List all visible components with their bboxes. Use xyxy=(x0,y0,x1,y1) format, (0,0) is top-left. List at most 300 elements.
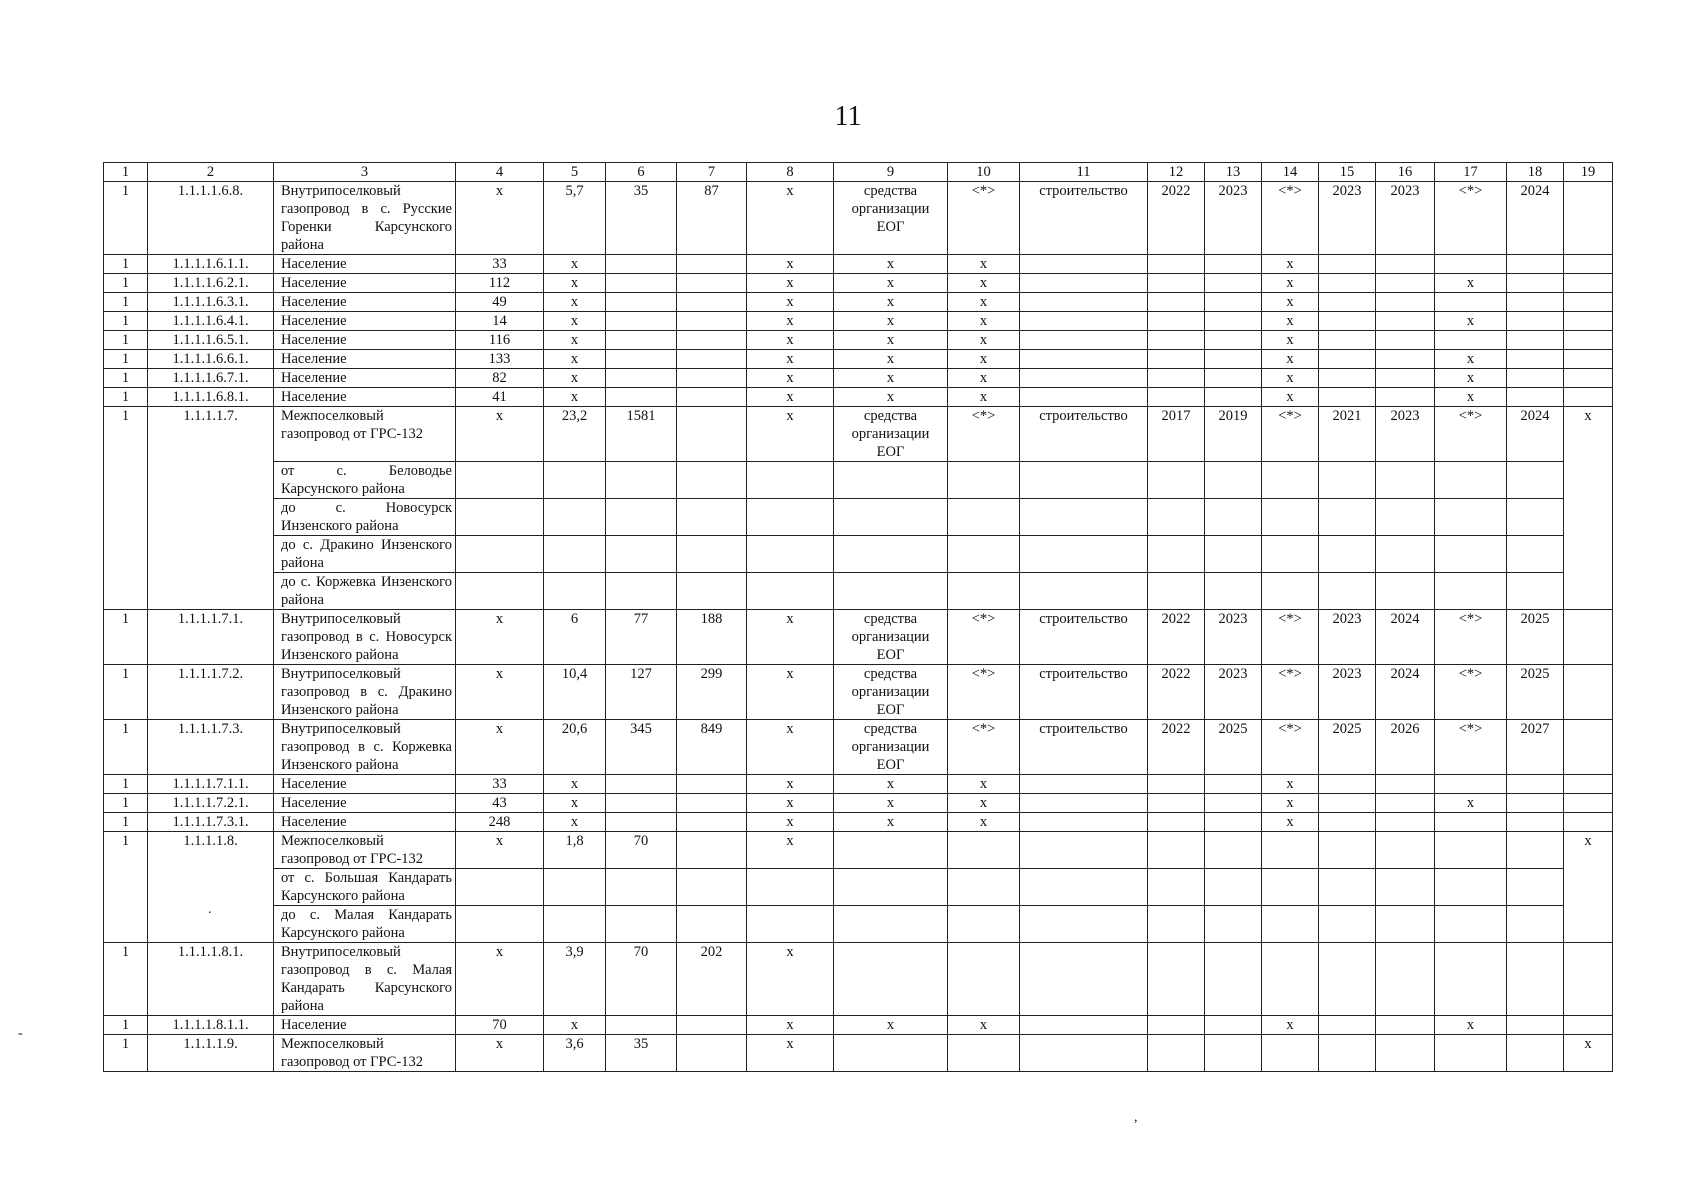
cell-col10: x xyxy=(948,312,1020,331)
cell-col7 xyxy=(677,832,747,869)
cell-col17 xyxy=(1435,293,1507,312)
cell-col6 xyxy=(606,331,677,350)
cell-col14 xyxy=(1262,943,1319,1016)
cell-col6 xyxy=(606,813,677,832)
header-cell: 11 xyxy=(1020,163,1148,182)
header-cell: 17 xyxy=(1435,163,1507,182)
cell-col12 xyxy=(1148,274,1205,293)
cell-col9: x xyxy=(834,255,948,274)
table-row xyxy=(104,610,1613,665)
cell-col5: x xyxy=(544,312,606,331)
cell-col13 xyxy=(1205,312,1262,331)
cell-col8: x xyxy=(747,794,834,813)
cell-col10: x xyxy=(948,369,1020,388)
cell-col7 xyxy=(677,331,747,350)
cell-col1: 1 xyxy=(104,794,148,813)
cell-col6: 77 xyxy=(606,610,677,665)
empty-cell xyxy=(1319,536,1376,573)
cell-col6 xyxy=(606,312,677,331)
cell-col6: 35 xyxy=(606,1035,677,1072)
empty-cell xyxy=(1507,462,1564,499)
cell-col14 xyxy=(1262,832,1319,869)
empty-cell xyxy=(948,869,1020,906)
empty-cell xyxy=(677,906,747,943)
cell-col9 xyxy=(834,832,948,869)
empty-cell xyxy=(948,499,1020,536)
cell-col9: x xyxy=(834,813,948,832)
header-cell: 19 xyxy=(1564,163,1613,182)
cell-col8: x xyxy=(747,813,834,832)
cell-col7: 849 xyxy=(677,720,747,775)
cell-col1: 1 xyxy=(104,369,148,388)
empty-cell xyxy=(1319,462,1376,499)
cell-col10: <*> xyxy=(948,665,1020,720)
cell-col19 xyxy=(1564,331,1613,350)
empty-cell xyxy=(544,536,606,573)
cell-col3: Население xyxy=(274,369,456,388)
empty-cell xyxy=(747,499,834,536)
table-row xyxy=(104,182,1613,255)
cell-col6: 345 xyxy=(606,720,677,775)
cell-col2: 1.1.1.1.6.1.1. xyxy=(148,255,274,274)
cell-col2: 1.1.1.1.6.7.1. xyxy=(148,369,274,388)
cell-col17 xyxy=(1435,255,1507,274)
cell-col15 xyxy=(1319,813,1376,832)
cell-col19 xyxy=(1564,943,1613,1016)
header-cell: 18 xyxy=(1507,163,1564,182)
table-row xyxy=(104,1016,1613,1035)
cell-col1: 1 xyxy=(104,665,148,720)
scan-mark: . xyxy=(208,902,212,917)
cell-col3: Население xyxy=(274,274,456,293)
cell-col12 xyxy=(1148,943,1205,1016)
cell-col12 xyxy=(1148,255,1205,274)
cell-col10: x xyxy=(948,255,1020,274)
cell-col15 xyxy=(1319,388,1376,407)
cell-col10: x xyxy=(948,813,1020,832)
cell-col12: 2022 xyxy=(1148,610,1205,665)
empty-cell xyxy=(1262,499,1319,536)
empty-cell xyxy=(677,536,747,573)
empty-cell xyxy=(834,536,948,573)
cell-col18 xyxy=(1507,794,1564,813)
cell-col19 xyxy=(1564,369,1613,388)
cell-col1: 1 xyxy=(104,274,148,293)
cell-col14: <*> xyxy=(1262,182,1319,255)
table-body xyxy=(104,163,1613,1072)
cell-col13 xyxy=(1205,350,1262,369)
cell-col14: x xyxy=(1262,1016,1319,1035)
header-cell: 8 xyxy=(747,163,834,182)
header-cell: 13 xyxy=(1205,163,1262,182)
cell-col18 xyxy=(1507,775,1564,794)
cell-col11: строительство xyxy=(1020,665,1148,720)
cell-col12: 2022 xyxy=(1148,665,1205,720)
cell-col8: x xyxy=(747,274,834,293)
cell-col5: 1,8 xyxy=(544,832,606,869)
cell-col17: x xyxy=(1435,794,1507,813)
empty-cell xyxy=(544,573,606,610)
cell-col1: 1 xyxy=(104,255,148,274)
cell-col8: x xyxy=(747,350,834,369)
cell-col19 xyxy=(1564,388,1613,407)
cell-col16: 2023 xyxy=(1376,407,1435,462)
cell-col15 xyxy=(1319,350,1376,369)
cell-col2: 1.1.1.1.7.1.1. xyxy=(148,775,274,794)
cell-col18 xyxy=(1507,1016,1564,1035)
cell-col18 xyxy=(1507,1035,1564,1072)
empty-cell xyxy=(677,869,747,906)
cell-col12 xyxy=(1148,293,1205,312)
cell-col15 xyxy=(1319,1035,1376,1072)
cell-col18 xyxy=(1507,943,1564,1016)
cell-col12 xyxy=(1148,813,1205,832)
empty-cell xyxy=(1507,573,1564,610)
empty-cell xyxy=(544,499,606,536)
empty-cell xyxy=(1435,573,1507,610)
cell-col17: <*> xyxy=(1435,610,1507,665)
cell-col13: 2023 xyxy=(1205,665,1262,720)
cell-col3: Население xyxy=(274,388,456,407)
cell-col16: 2024 xyxy=(1376,610,1435,665)
cell-col8: x xyxy=(747,407,834,462)
cell-col1: 1 xyxy=(104,182,148,255)
cell-col13 xyxy=(1205,1035,1262,1072)
empty-cell xyxy=(834,573,948,610)
cell-col14: x xyxy=(1262,794,1319,813)
cell-col2: 1.1.1.1.6.5.1. xyxy=(148,331,274,350)
cell-col7 xyxy=(677,1016,747,1035)
cell-col16: 2023 xyxy=(1376,182,1435,255)
cell-col17: x xyxy=(1435,312,1507,331)
cell-col1: 1 xyxy=(104,832,148,943)
header-cell: 6 xyxy=(606,163,677,182)
cell-col15: 2025 xyxy=(1319,720,1376,775)
empty-cell xyxy=(1319,499,1376,536)
cell-col7: 87 xyxy=(677,182,747,255)
cell-col5: 23,2 xyxy=(544,407,606,462)
header-cell: 12 xyxy=(1148,163,1205,182)
cell-col11 xyxy=(1020,813,1148,832)
table-row xyxy=(104,794,1613,813)
table-row xyxy=(104,813,1613,832)
empty-cell xyxy=(948,536,1020,573)
cell-col2: 1.1.1.1.7.2.1. xyxy=(148,794,274,813)
empty-cell xyxy=(1020,906,1148,943)
cell-col19 xyxy=(1564,813,1613,832)
empty-cell xyxy=(1020,573,1148,610)
cell-col4: 14 xyxy=(456,312,544,331)
cell-col1: 1 xyxy=(104,943,148,1016)
cell-col5: x xyxy=(544,388,606,407)
cell-col11 xyxy=(1020,312,1148,331)
cell-col16 xyxy=(1376,369,1435,388)
cell-col16 xyxy=(1376,255,1435,274)
cell-col9: средства организации ЕОГ xyxy=(834,665,948,720)
cell-col9: x xyxy=(834,369,948,388)
empty-cell xyxy=(1020,869,1148,906)
cell-col1: 1 xyxy=(104,813,148,832)
cell-col5: x xyxy=(544,255,606,274)
cell-col15 xyxy=(1319,775,1376,794)
header-cell: 7 xyxy=(677,163,747,182)
cell-col18 xyxy=(1507,312,1564,331)
empty-cell xyxy=(1507,499,1564,536)
cell-col6 xyxy=(606,794,677,813)
table-subrow xyxy=(104,462,1613,499)
header-cell: 14 xyxy=(1262,163,1319,182)
cell-col18 xyxy=(1507,813,1564,832)
empty-cell xyxy=(1205,573,1262,610)
table-row xyxy=(104,775,1613,794)
table-row xyxy=(104,665,1613,720)
cell-col17: x xyxy=(1435,1016,1507,1035)
cell-col17: x xyxy=(1435,388,1507,407)
cell-col9: x xyxy=(834,331,948,350)
cell-col3: Население xyxy=(274,775,456,794)
cell-col4: 116 xyxy=(456,331,544,350)
cell-col3: Население xyxy=(274,350,456,369)
cell-col8: x xyxy=(747,312,834,331)
empty-cell xyxy=(606,536,677,573)
header-cell: 10 xyxy=(948,163,1020,182)
cell-col14 xyxy=(1262,1035,1319,1072)
cell-col8: x xyxy=(747,331,834,350)
table-row xyxy=(104,350,1613,369)
cell-col13 xyxy=(1205,832,1262,869)
cell-col1: 1 xyxy=(104,312,148,331)
cell-col7 xyxy=(677,1035,747,1072)
cell-col13 xyxy=(1205,775,1262,794)
cell-col9: средства организации ЕОГ xyxy=(834,610,948,665)
cell-col1: 1 xyxy=(104,1035,148,1072)
cell-col15 xyxy=(1319,1016,1376,1035)
empty-cell xyxy=(1262,536,1319,573)
cell-col2: 1.1.1.1.8.1. xyxy=(148,943,274,1016)
cell-col19 xyxy=(1564,350,1613,369)
cell-col7 xyxy=(677,794,747,813)
cell-col16 xyxy=(1376,1035,1435,1072)
cell-col6 xyxy=(606,1016,677,1035)
table-row xyxy=(104,943,1613,1016)
cell-col16: 2026 xyxy=(1376,720,1435,775)
empty-cell xyxy=(1148,906,1205,943)
cell-col9: x xyxy=(834,794,948,813)
header-cell: 5 xyxy=(544,163,606,182)
cell-col6: 35 xyxy=(606,182,677,255)
cell-col6 xyxy=(606,775,677,794)
cell-col12 xyxy=(1148,350,1205,369)
cell-col16 xyxy=(1376,293,1435,312)
cell-col2: 1.1.1.1.8. xyxy=(148,832,274,943)
cell-col16 xyxy=(1376,331,1435,350)
empty-cell xyxy=(1148,499,1205,536)
cell-col3: Население xyxy=(274,794,456,813)
cell-col5: x xyxy=(544,1016,606,1035)
cell-col5: x xyxy=(544,369,606,388)
empty-cell xyxy=(747,536,834,573)
cell-col8: x xyxy=(747,369,834,388)
cell-col13 xyxy=(1205,388,1262,407)
cell-col8: x xyxy=(747,255,834,274)
cell-col12 xyxy=(1148,388,1205,407)
cell-col17: <*> xyxy=(1435,665,1507,720)
cell-col19 xyxy=(1564,274,1613,293)
cell-col14: x xyxy=(1262,331,1319,350)
cell-col3: Межпоселковый газопровод от ГРС-132 xyxy=(274,407,456,462)
empty-cell xyxy=(834,869,948,906)
cell-col13 xyxy=(1205,1016,1262,1035)
cell-col9: x xyxy=(834,1016,948,1035)
cell-col17 xyxy=(1435,331,1507,350)
cell-col4: x xyxy=(456,943,544,1016)
cell-col2: 1.1.1.1.6.4.1. xyxy=(148,312,274,331)
cell-col3: Население xyxy=(274,331,456,350)
cell-col19 xyxy=(1564,610,1613,665)
cell-col19 xyxy=(1564,293,1613,312)
cell-col18 xyxy=(1507,832,1564,869)
empty-cell xyxy=(747,573,834,610)
cell-col15: 2023 xyxy=(1319,665,1376,720)
header-cell: 4 xyxy=(456,163,544,182)
empty-cell xyxy=(677,462,747,499)
cell-col15 xyxy=(1319,255,1376,274)
cell-col6: 127 xyxy=(606,665,677,720)
empty-cell xyxy=(1376,573,1435,610)
cell-col12 xyxy=(1148,775,1205,794)
cell-col16 xyxy=(1376,312,1435,331)
cell-col12 xyxy=(1148,369,1205,388)
cell-col14: x xyxy=(1262,775,1319,794)
cell-col16 xyxy=(1376,274,1435,293)
cell-col19 xyxy=(1564,775,1613,794)
cell-col3: Население xyxy=(274,255,456,274)
cell-col1: 1 xyxy=(104,350,148,369)
cell-col4: 33 xyxy=(456,775,544,794)
cell-col13 xyxy=(1205,293,1262,312)
cell-col12 xyxy=(1148,794,1205,813)
cell-col15 xyxy=(1319,274,1376,293)
cell-col5: x xyxy=(544,350,606,369)
cell-col11 xyxy=(1020,255,1148,274)
cell-col19: x xyxy=(1564,407,1613,610)
empty-cell xyxy=(456,869,544,906)
cell-col18: 2025 xyxy=(1507,610,1564,665)
cell-col15 xyxy=(1319,331,1376,350)
cell-col14: x xyxy=(1262,369,1319,388)
cell-col17 xyxy=(1435,775,1507,794)
empty-cell xyxy=(948,906,1020,943)
empty-cell xyxy=(1435,462,1507,499)
cell-col6 xyxy=(606,255,677,274)
cell-col19: x xyxy=(1564,1035,1613,1072)
cell-col6 xyxy=(606,350,677,369)
cell-col9 xyxy=(834,1035,948,1072)
table-subrow xyxy=(104,906,1613,943)
cell-col9: x xyxy=(834,293,948,312)
header-row xyxy=(104,163,1613,182)
cell-col11 xyxy=(1020,369,1148,388)
cell-col17: x xyxy=(1435,369,1507,388)
scan-mark: - xyxy=(18,1026,23,1041)
cell-col15 xyxy=(1319,943,1376,1016)
cell-col10: x xyxy=(948,775,1020,794)
cell-col9 xyxy=(834,943,948,1016)
cell-col14: x xyxy=(1262,293,1319,312)
empty-cell xyxy=(1507,906,1564,943)
cell-col10 xyxy=(948,832,1020,869)
cell-col5: 10,4 xyxy=(544,665,606,720)
cell-col12 xyxy=(1148,1016,1205,1035)
empty-cell xyxy=(1376,462,1435,499)
empty-cell xyxy=(1020,462,1148,499)
empty-cell xyxy=(1148,462,1205,499)
cell-col3: Внутрипоселковый газопровод в с. Малая Кандарать Карсунского района xyxy=(274,943,456,1016)
cell-col5: 20,6 xyxy=(544,720,606,775)
cell-col6: 70 xyxy=(606,943,677,1016)
cell-col11: строительство xyxy=(1020,407,1148,462)
cell-col13 xyxy=(1205,943,1262,1016)
empty-cell xyxy=(1376,869,1435,906)
cell-col7: 299 xyxy=(677,665,747,720)
table-subrow xyxy=(104,499,1613,536)
cell-col11 xyxy=(1020,1035,1148,1072)
cell-col5: x xyxy=(544,775,606,794)
empty-cell xyxy=(456,536,544,573)
cell-col10: x xyxy=(948,274,1020,293)
cell-col4: 133 xyxy=(456,350,544,369)
table-row xyxy=(104,255,1613,274)
cell-col17 xyxy=(1435,813,1507,832)
table-row xyxy=(104,331,1613,350)
cell-col19 xyxy=(1564,720,1613,775)
cell-col7 xyxy=(677,255,747,274)
cell-col17: x xyxy=(1435,274,1507,293)
cell-col11 xyxy=(1020,274,1148,293)
header-cell: 16 xyxy=(1376,163,1435,182)
cell-col16 xyxy=(1376,1016,1435,1035)
segment-cell: от с. Большая Кандарать Карсунского района xyxy=(274,869,456,906)
cell-col18: 2025 xyxy=(1507,665,1564,720)
cell-col10: <*> xyxy=(948,720,1020,775)
cell-col15 xyxy=(1319,794,1376,813)
cell-col11 xyxy=(1020,350,1148,369)
cell-col3: Внутрипоселковый газопровод в с. Коржевка Инзенского района xyxy=(274,720,456,775)
cell-col4: x xyxy=(456,182,544,255)
cell-col18: 2024 xyxy=(1507,182,1564,255)
cell-col12: 2017 xyxy=(1148,407,1205,462)
empty-cell xyxy=(1262,573,1319,610)
empty-cell xyxy=(1205,536,1262,573)
cell-col13 xyxy=(1205,331,1262,350)
empty-cell xyxy=(1020,536,1148,573)
cell-col4: 82 xyxy=(456,369,544,388)
cell-col9: x xyxy=(834,775,948,794)
table-row xyxy=(104,274,1613,293)
cell-col3: Внутрипоселковый газопровод в с. Новосурск Инзенского района xyxy=(274,610,456,665)
empty-cell xyxy=(747,462,834,499)
empty-cell xyxy=(1262,869,1319,906)
cell-col17 xyxy=(1435,1035,1507,1072)
cell-col11: строительство xyxy=(1020,182,1148,255)
cell-col3: Население xyxy=(274,312,456,331)
empty-cell xyxy=(834,462,948,499)
cell-col8: x xyxy=(747,832,834,869)
cell-col2: 1.1.1.1.6.3.1. xyxy=(148,293,274,312)
cell-col16: 2024 xyxy=(1376,665,1435,720)
cell-col16 xyxy=(1376,943,1435,1016)
cell-col4: x xyxy=(456,610,544,665)
